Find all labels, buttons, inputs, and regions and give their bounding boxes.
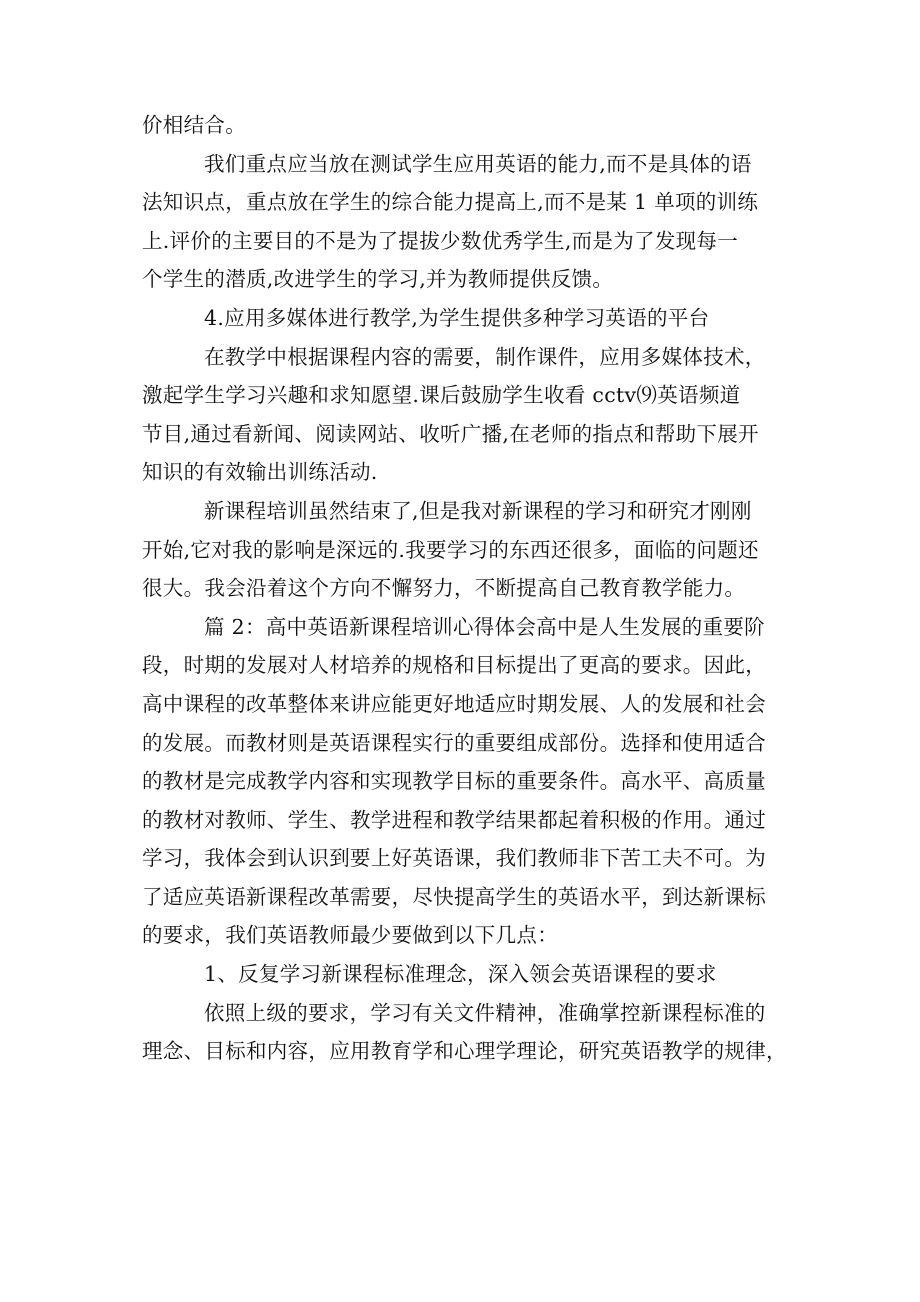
text-line: 激起学生学习兴趣和求知愿望.课后鼓励学生收看 cctv⑼英语频道 [142, 383, 741, 408]
text-line: 新课程培训虽然结束了,但是我对新课程的学习和研究才刚刚 [204, 498, 752, 523]
text-line: 的发展。而教材则是英语课程实行的重要组成部份。选择和使用适合 [142, 730, 766, 755]
text-line: 的教材对教师、学生、教学进程和教学结果都起着积极的作用。通过 [142, 807, 766, 832]
text-line: 依照上级的要求，学习有关文件精神，准确掌控新课程标准的 [204, 1000, 766, 1025]
text-line: 高中课程的改革整体来讲应能更好地适应时期发展、人的发展和社会 [142, 691, 766, 716]
text-line: 在教学中根据课程内容的需要，制作课件，应用多媒体技术， [204, 344, 766, 369]
text-line: 我们重点应当放在测试学生应用英语的能力,而不是具体的语 [204, 151, 752, 176]
text-line: 节目,通过看新闻、阅读网站、收听广播,在老师的指点和帮助下展开 [142, 421, 759, 446]
text-line: 个学生的潜质,改进学生的学习,并为教师提供反馈。 [142, 267, 614, 292]
text-line: 价相结合。 [142, 113, 246, 137]
text-line: 篇 2：高中英语新课程培训心得体会高中是人生发展的重要阶 [204, 614, 765, 639]
document-body [142, 106, 787, 1071]
text-line: 的要求，我们英语教师最少要做到以下几点： [142, 923, 558, 948]
text-line: 上.评价的主要目的不是为了提拔少数优秀学生,而是为了发现每一 [142, 228, 739, 253]
text-line: 了适应英语新课程改革需要，尽快提高学生的英语水平，到达新课标 [142, 884, 766, 909]
text-line: 段，时期的发展对人材培养的规格和目标提出了更高的要求。因此， [142, 653, 766, 678]
text-line: 的教材是完成教学内容和实现教学目标的重要条件。高水平、高质量 [142, 769, 766, 794]
text-line: 1、反复学习新课程标准理念，深入领会英语课程的要求 [204, 962, 717, 987]
text-line: 学习，我体会到认识到要上好英语课，我们教师非下苦工夫不可。为 [142, 846, 766, 871]
text-line: 知识的有效输出训练活动. [142, 460, 378, 485]
text-line: 开始,它对我的影响是深远的.我要学习的东西还很多，面临的问题还 [142, 537, 759, 562]
text-line: 很大。我会沿着这个方向不懈努力，不断提高自己教育教学能力。 [142, 576, 746, 601]
text-line: 4.应用多媒体进行教学,为学生提供多种学习英语的平台 [204, 305, 710, 330]
text-line: 法知识点，重点放在学生的综合能力提高上,而不是某 1 单项的训练 [142, 190, 759, 215]
text-line: 理念、目标和内容，应用教育学和心理学理论，研究英语教学的规律， [142, 1039, 787, 1064]
